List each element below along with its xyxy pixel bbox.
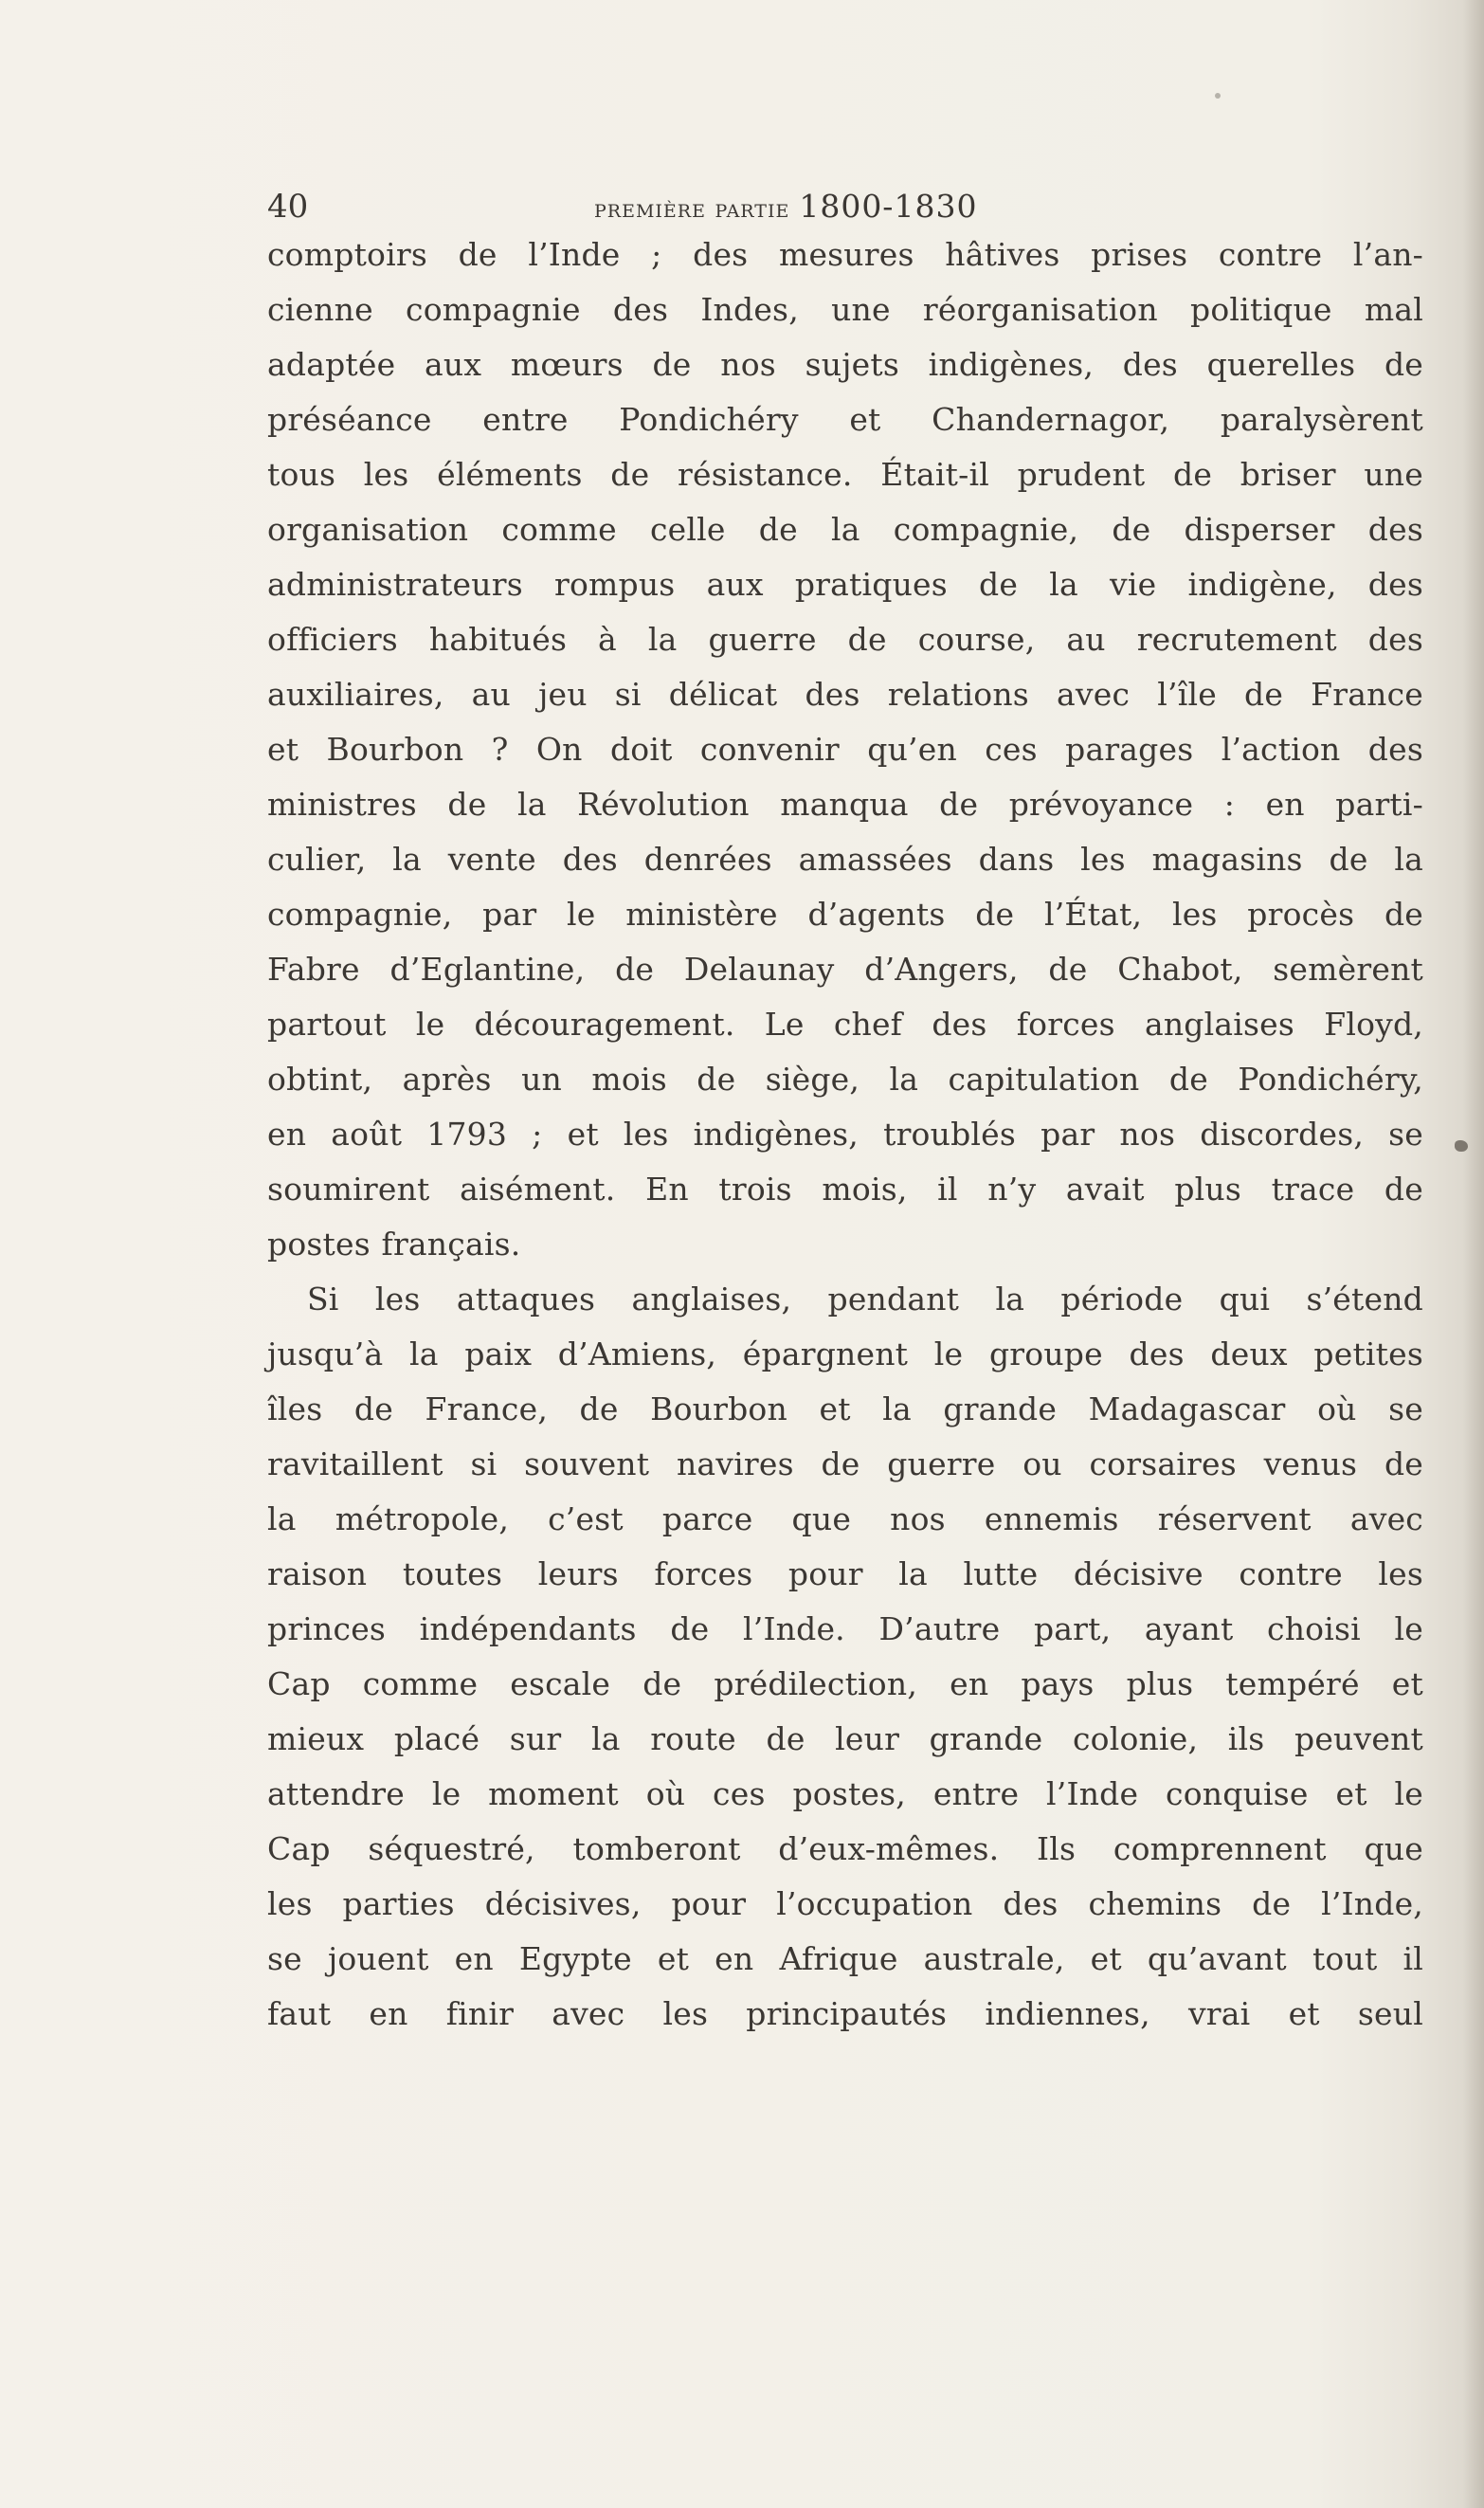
text-line: comptoirs de l’Inde ; des mesures hâtives prises contre l’an- xyxy=(267,236,1423,273)
text-line: et Bourbon ? On doit convenir qu’en ces parages l’action des xyxy=(267,731,1423,768)
text-line: organisation comme celle de la compagnie, de disperser des xyxy=(267,511,1423,548)
text-line: préséance entre Pondichéry et Chandernagor, paralysèrent xyxy=(267,401,1423,438)
text-line: obtint, après un mois de siège, la capitulation de Pondichéry, xyxy=(267,1061,1423,1098)
text-line: auxiliaires, au jeu si délicat des relations avec l’île de France xyxy=(267,676,1423,713)
text-line: en août 1793 ; et les indigènes, troublés par nos discordes, se xyxy=(267,1116,1423,1153)
text-line: compagnie, par le ministère d’agents de l’État, les procès de xyxy=(267,896,1423,933)
page-number: 40 xyxy=(267,188,309,226)
text-line: îles de France, de Bourbon et la grande Madagascar où se xyxy=(267,1390,1423,1427)
body-text xyxy=(267,227,1423,2042)
text-line: raison toutes leurs forces pour la lutte décisive contre les xyxy=(267,1555,1423,1592)
text-line: attendre le moment où ces postes, entre l’Inde conquise et le xyxy=(267,1775,1423,1812)
text-line: mieux placé sur la route de leur grande colonie, ils peuvent xyxy=(267,1720,1423,1757)
text-line: Cap comme escale de prédilection, en pays plus tempéré et xyxy=(267,1665,1423,1702)
page-edge-shadow xyxy=(1463,0,1484,2508)
running-title: première partie xyxy=(594,194,790,224)
running-head xyxy=(594,188,977,228)
text-line: partout le découragement. Le chef des forces anglaises Floyd, xyxy=(267,1006,1423,1043)
page-header xyxy=(267,188,1423,226)
text-line: les parties décisives, pour l’occupation des chemins de l’Inde, xyxy=(267,1885,1423,1922)
text-line: ministres de la Révolution manqua de prévoyance : en parti- xyxy=(267,786,1423,823)
text-line: se jouent en Egypte et en Afrique australe, et qu’avant tout il xyxy=(267,1940,1423,1977)
text-line: jusqu’à la paix d’Amiens, épargnent le groupe des deux petites xyxy=(267,1336,1423,1372)
text-line: culier, la vente des denrées amassées dans les magasins de la xyxy=(267,841,1423,878)
text-line: adaptée aux mœurs de nos sujets indigènes, des querelles de xyxy=(267,346,1423,383)
text-line: Cap séquestré, tomberont d’eux-mêmes. Ils comprennent que xyxy=(267,1830,1423,1867)
ink-blot xyxy=(1455,1140,1468,1152)
text-line: soumirent aisément. En trois mois, il n’y avait plus trace de xyxy=(267,1171,1423,1208)
text-line: la métropole, c’est parce que nos ennemis réservent avec xyxy=(267,1500,1423,1537)
paper-speck xyxy=(1215,93,1221,99)
text-line: cienne compagnie des Indes, une réorganisation politique mal xyxy=(267,291,1423,328)
text-line: officiers habitués à la guerre de course, au recrutement des xyxy=(267,621,1423,658)
text-line: Fabre d’Eglantine, de Delaunay d’Angers, de Chabot, semèrent xyxy=(267,951,1423,988)
text-line: faut en finir avec les principautés indiennes, vrai et seul xyxy=(267,1995,1423,2032)
running-dates: 1800-1830 xyxy=(799,188,978,225)
text-line: ravitaillent si souvent navires de guerre ou corsaires venus de xyxy=(267,1445,1423,1482)
text-line: tous les éléments de résistance. Était-il prudent de briser une xyxy=(267,456,1423,493)
paragraph-end-line: postes français. xyxy=(267,1226,521,1263)
text-line: administrateurs rompus aux pratiques de la vie indigène, des xyxy=(267,566,1423,603)
paragraph-start-line: Si les attaques anglaises, pendant la période qui s’étend xyxy=(307,1281,1423,1318)
text-line: princes indépendants de l’Inde. D’autre part, ayant choisi le xyxy=(267,1610,1423,1647)
